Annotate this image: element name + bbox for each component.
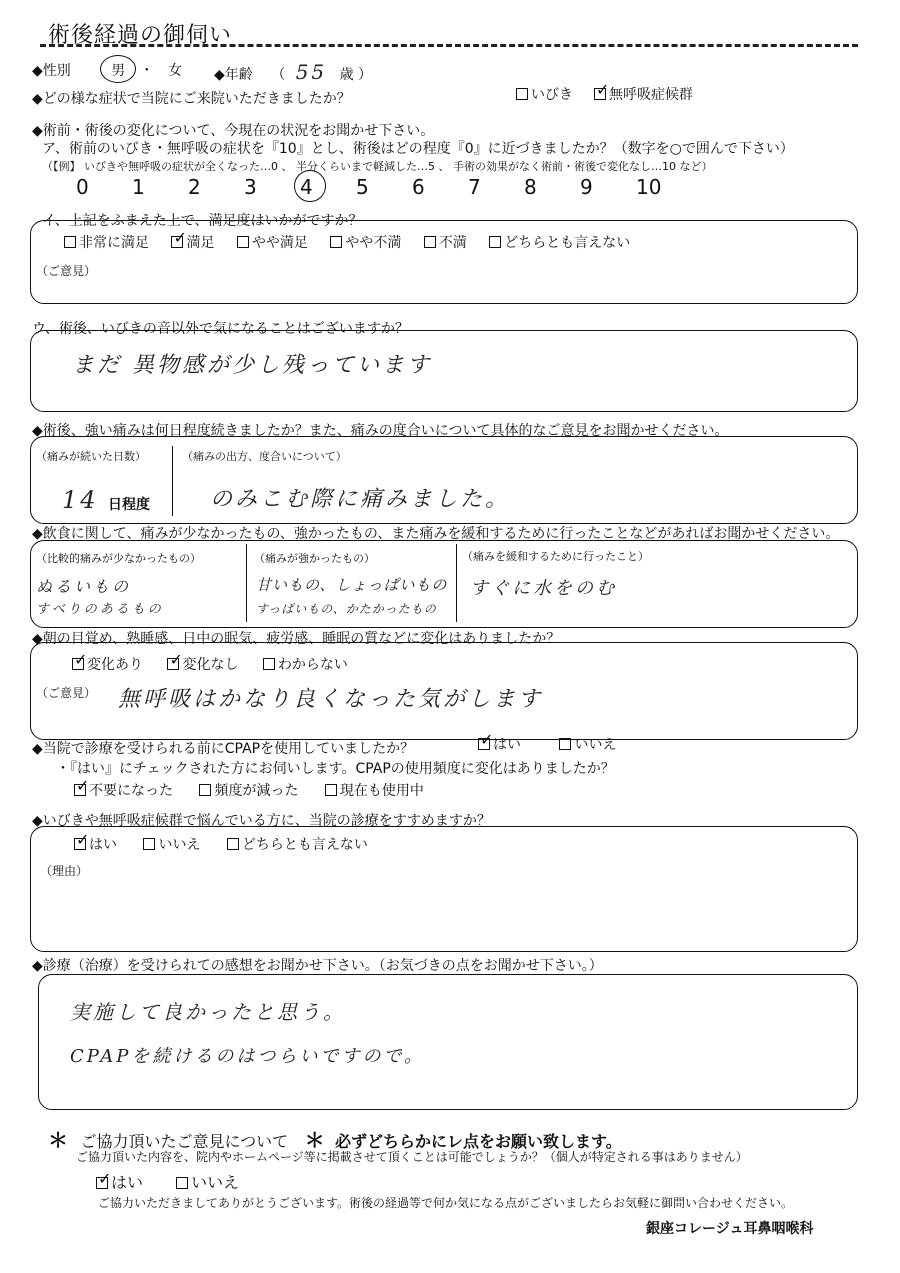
footer-star-1: ＊ (48, 1128, 68, 1152)
footer-star-2: ＊ (304, 1128, 325, 1152)
footer-line2: ご協力頂いた内容を、院内やホームページ等に掲載させて頂くことは可能でしょうか？（個人が特定される事はありません） (76, 1150, 748, 1164)
recommend-option-yes[interactable] (74, 837, 117, 853)
age-close-paren: ） (358, 67, 373, 83)
impression-question: ◆診療（治療）を受けられての感想をお聞かせ下さい。（お気づきの点をお聞かせ下さい。） (32, 958, 603, 974)
gender-male[interactable]: 男 (111, 63, 126, 79)
morning-opinion-label: （ご意見） (36, 686, 97, 700)
sat-very-checkbox[interactable] (64, 236, 76, 248)
food-col2-line1[interactable]: 甘いもの、しょっぱいもの (256, 576, 448, 594)
gender-sep: ・ (139, 63, 154, 79)
morning-question: ◆朝の目覚め、熟睡感、日中の眠気、疲労感、睡眠の質などに変化はありましたか？ (32, 631, 561, 647)
pain-divider (172, 446, 173, 516)
change-example: （【例】 いびきや無呼吸の症状が全くなった…0 、 半分くらいまで軽減した…5 、 手術の効果がなく術前・術後で変化なし…10 など） (42, 160, 713, 173)
footer-option-yes[interactable] (96, 1173, 143, 1192)
scale-2[interactable]: 2 (188, 175, 201, 199)
apnea-label: 無呼吸症候群 (609, 87, 693, 103)
age-label: ◆年齢 (214, 67, 253, 83)
food-col2-line2[interactable]: すっぱいもの、かたかったもの (256, 602, 437, 616)
change-sub-a: ア、術前のいびき・無呼吸の症状を『10』とし、術後はどの程度『0』に近づきましたか？（数字を○で囲んで下さい） (42, 141, 794, 157)
footer-no-label: いいえ (191, 1173, 240, 1192)
cpap-still-checkbox[interactable] (325, 784, 337, 796)
morning-unknown-checkbox[interactable] (263, 658, 275, 670)
recommend-no-label: いいえ (158, 837, 201, 853)
change-question: ◆術前・術後の変化について、今現在の状況をお聞かせ下さい。 (32, 123, 435, 139)
morning-option-nochange[interactable] (167, 657, 238, 673)
symptom-question: ◆どの様な症状で当院にご来院いただきましたか？ (32, 91, 351, 107)
symptom-option-apnea[interactable] (594, 84, 693, 104)
apnea-checkbox[interactable] (594, 88, 606, 100)
food-divider-2 (456, 544, 457, 622)
scale-8[interactable]: 8 (524, 175, 537, 199)
impression-line2[interactable]: CPAPを続けるのはつらいですので。 (70, 1046, 425, 1067)
recommend-options (74, 834, 368, 854)
pain-days-label: （痛みが続いた日数） (36, 450, 146, 463)
cpap-sub-reduced[interactable] (199, 783, 298, 799)
pain-days-unit: 日程度 (108, 497, 150, 513)
sat-option-unsat[interactable] (424, 235, 467, 251)
cpap-no-checkbox[interactable] (559, 738, 571, 750)
sat-somewhat-checkbox[interactable] (237, 236, 249, 248)
morning-answer[interactable]: 無呼吸はかなり良くなった気がします (118, 687, 544, 712)
cpap-sub-options (74, 780, 424, 800)
cpap-question: ◆当院で診療を受けられる前にCPAPを使用していましたか？ (32, 741, 415, 757)
gender-circle-mark (100, 55, 136, 83)
morning-unknown-label: わからない (277, 657, 348, 673)
sat-somewhat-label: やや満足 (251, 235, 308, 251)
sat-very-label: 非常に満足 (79, 235, 149, 251)
scale-9[interactable]: 9 (580, 175, 593, 199)
recommend-yes-checkbox[interactable] (74, 838, 86, 850)
other-question: ウ、術後、いびきの音以外で気になることはございますか？ (32, 321, 409, 337)
pain-question: ◆術後、強い痛みは何日程度続きましたか？また、痛みの度合いについて具体的なご意見をお聞かせください。 (32, 423, 729, 439)
impression-line1[interactable]: 実施して良かったと思う。 (70, 1000, 346, 1024)
pain-detail-label: （痛みの出方、度合いについて） (182, 450, 347, 463)
recommend-neither-label: どちらとも言えない (241, 837, 368, 853)
footer-option-no[interactable] (176, 1173, 239, 1192)
scale-0[interactable]: 0 (76, 175, 89, 199)
clinic-name: 銀座コレージュ耳鼻咽喉科 (646, 1221, 814, 1237)
morning-nochange-checkbox[interactable] (167, 658, 179, 670)
cpap-yes-checkbox[interactable] (478, 738, 490, 750)
recommend-no-checkbox[interactable] (143, 838, 155, 850)
food-divider-1 (246, 544, 247, 622)
cpap-still-label: 現在も使用中 (339, 783, 424, 799)
cpap-option-yes[interactable] (478, 737, 521, 753)
age-unit: 歳 (339, 67, 354, 83)
food-col1-label: （比較的痛みが少なかったもの） (36, 552, 201, 565)
cpap-sub-unneeded[interactable] (74, 783, 173, 799)
morning-nochange-label: 変化なし (182, 657, 239, 673)
sat-somewhat-unsat-checkbox[interactable] (330, 236, 342, 248)
footer-yes-checkbox[interactable] (96, 1177, 108, 1189)
change-scale (76, 175, 692, 199)
scale-5[interactable]: 5 (356, 175, 369, 199)
morning-changed-label: 変化あり (87, 657, 143, 673)
gender-female[interactable]: 女 (168, 63, 183, 79)
footer-options (96, 1170, 239, 1193)
sat-option-satisfied[interactable] (171, 235, 214, 251)
cpap-unneeded-label: 不要になった (89, 783, 173, 799)
food-question: ◆飲食に関して、痛みが少なかったもの、強かったもの、また痛みを緩和するために行ったことなどがあればお聞かせください。 (32, 526, 840, 542)
title-underline (40, 44, 858, 47)
scale-selected-circle (294, 170, 326, 202)
scale-4[interactable]: 4 (300, 175, 313, 199)
sat-somewhat-unsat-label: やや不満 (345, 235, 402, 251)
cpap-options (478, 734, 616, 754)
recommend-neither-checkbox[interactable] (227, 838, 239, 850)
food-col1-line1[interactable]: ぬるいもの (36, 577, 132, 596)
footer-thanks: ご協力いただきましてありがとうございます。術後の経過等で何か気になる点がございましたらお気軽に御問い合わせください。 (98, 1196, 794, 1210)
satisfaction-question: イ、上記をふまえた上で、満足度はいかがですか？ (42, 213, 363, 229)
age-value[interactable]: 55 (295, 60, 328, 84)
cpap-sub-question: ・『はい』にチェックされた方にお伺いします。CPAPの使用頻度に変化はありましたか？ (56, 761, 615, 777)
snoring-checkbox[interactable] (516, 88, 528, 100)
sat-option-somewhat-unsat[interactable] (330, 235, 401, 251)
sat-satisfied-checkbox[interactable] (171, 236, 183, 248)
pain-days-value[interactable]: 14 (62, 486, 99, 514)
sat-unsat-checkbox[interactable] (424, 236, 436, 248)
scale-10[interactable]: 10 (636, 175, 662, 199)
page-title: 術後経過の御伺い (48, 23, 233, 48)
footer-line1b: 必ずどちらかにレ点をお願い致します。 (335, 1132, 622, 1151)
morning-option-changed[interactable] (72, 657, 143, 673)
scale-6[interactable]: 6 (412, 175, 425, 199)
sat-neither-checkbox[interactable] (489, 236, 501, 248)
recommend-question: ◆いびきや無呼吸症候群で悩んでいる方に、当院の診療をすすめますか？ (32, 813, 491, 829)
footer-no-checkbox[interactable] (176, 1177, 188, 1189)
cpap-option-no[interactable] (559, 737, 616, 753)
snoring-label: いびき (531, 87, 573, 103)
sat-option-very[interactable] (64, 235, 149, 251)
morning-options (72, 654, 348, 674)
scale-3[interactable]: 3 (244, 175, 257, 199)
cpap-no-label: いいえ (574, 737, 617, 753)
cpap-yes-label: はい (493, 737, 521, 753)
pain-detail-value[interactable]: のみこむ際に痛みました。 (210, 487, 511, 512)
cpap-reduced-checkbox[interactable] (199, 784, 211, 796)
sat-neither-label: どちらとも言えない (504, 235, 631, 251)
recommend-option-neither[interactable] (227, 837, 368, 853)
other-answer[interactable]: まだ 異物感が少し残っています (72, 353, 432, 378)
cpap-reduced-label: 頻度が減った (214, 783, 299, 799)
satisfaction-opinion-label: （ご意見） (36, 264, 97, 278)
gender-label: ◆性別 (32, 63, 71, 79)
satisfaction-options (64, 232, 630, 252)
footer-line1a: ご協力頂いたご意見について (80, 1132, 289, 1151)
cpap-sub-still[interactable] (325, 783, 424, 799)
food-col3-label: （痛みを緩和するために行ったこと） (462, 550, 649, 563)
recommend-reason-label: （理由） (40, 864, 89, 878)
food-col2-label: （痛みが強かったもの） (254, 552, 375, 565)
morning-option-unknown[interactable] (263, 657, 348, 673)
sat-option-neither[interactable] (489, 235, 630, 251)
sat-satisfied-label: 満足 (186, 235, 215, 251)
recommend-option-no[interactable] (143, 837, 200, 853)
recommend-yes-label: はい (89, 837, 117, 853)
sat-unsat-label: 不満 (438, 235, 467, 251)
age-row (214, 60, 372, 84)
scale-7[interactable]: 7 (468, 175, 481, 199)
food-col1-line2[interactable]: すべりのあるもの (36, 602, 164, 617)
morning-changed-checkbox[interactable] (72, 658, 84, 670)
age-open-paren: （ (271, 67, 286, 83)
symptom-option-snoring[interactable] (516, 84, 573, 104)
cpap-unneeded-checkbox[interactable] (74, 784, 86, 796)
footer-yes-label: はい (111, 1173, 144, 1192)
sat-option-somewhat[interactable] (237, 235, 308, 251)
food-col3-line1[interactable]: すぐに水をのむ (470, 578, 617, 599)
scale-1[interactable]: 1 (132, 175, 145, 199)
